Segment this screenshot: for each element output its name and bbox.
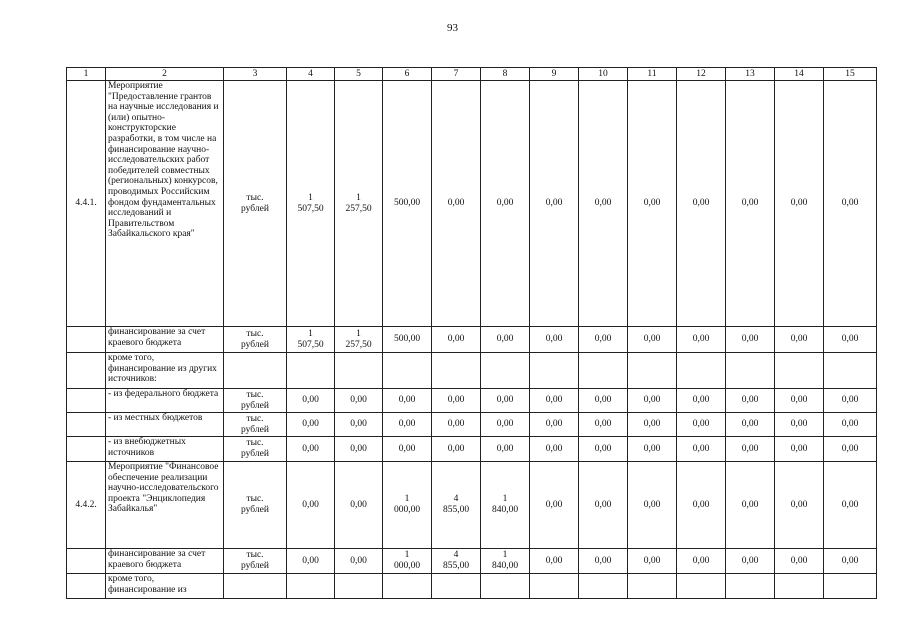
row-value-cell	[579, 81, 628, 327]
row-value-cell-text: 0,00	[594, 395, 612, 406]
row-value-cell-text: 0,00	[447, 443, 465, 454]
row-value-cell	[726, 353, 775, 389]
row-value-cell	[677, 81, 726, 327]
row-code-cell	[67, 549, 106, 574]
row-name-cell	[106, 81, 224, 327]
row-value-cell	[287, 413, 335, 437]
row-value-cell	[335, 327, 383, 353]
row-name-cell-text: Мероприятие "Финансовое обеспечение реализации научно-исследовательского проекта "Энциклопедия Забайкалья"	[108, 462, 219, 515]
column-header: 2	[106, 68, 224, 81]
row-name-cell-text: - из местных бюджетов	[108, 413, 203, 423]
row-name-cell-text: финансирование за счет краевого бюджета	[108, 549, 206, 570]
table-row	[67, 353, 877, 389]
row-value-cell-text: 1 257,50	[345, 328, 372, 350]
row-value-cell-text: 0,00	[302, 499, 319, 510]
row-value-cell-text: 0,00	[643, 198, 661, 209]
row-value-cell	[726, 437, 775, 462]
row-value-cell	[481, 81, 530, 327]
row-value-cell	[775, 437, 824, 462]
row-value-cell-text: 0,00	[790, 334, 808, 345]
table-row	[67, 437, 877, 462]
row-unit-cell	[224, 574, 287, 599]
column-header: 9	[530, 68, 579, 81]
row-value-cell-text: 0,00	[741, 334, 759, 345]
row-value-cell	[726, 81, 775, 327]
row-value-cell-text: 1 507,50	[297, 328, 324, 350]
table-header-row	[67, 68, 877, 81]
row-value-cell	[530, 437, 579, 462]
row-value-cell-text: 0,00	[594, 419, 612, 430]
row-value-cell	[481, 353, 530, 389]
row-value-cell-text: 1 257,50	[345, 192, 372, 214]
row-value-cell-text: 0,00	[741, 198, 759, 209]
row-value-cell	[481, 574, 530, 599]
row-unit-cell	[224, 413, 287, 437]
row-value-cell-text: 0,00	[447, 334, 465, 345]
budget-table	[66, 67, 877, 599]
row-code-cell-text: 4.4.1.	[75, 198, 97, 209]
row-value-cell-text: 0,00	[741, 555, 759, 566]
row-value-cell	[530, 574, 579, 599]
row-value-cell	[628, 413, 677, 437]
row-value-cell-text: 0,00	[841, 198, 859, 209]
row-value-cell-text: 4 855,00	[442, 550, 470, 571]
row-value-cell	[432, 437, 481, 462]
row-value-cell-text: 0,00	[350, 555, 367, 566]
row-value-cell-text: 0,00	[594, 555, 612, 566]
table-row	[67, 574, 877, 599]
row-value-cell	[530, 549, 579, 574]
row-value-cell	[824, 413, 877, 437]
row-unit-cell	[224, 549, 287, 574]
row-value-cell-text: 0,00	[790, 555, 808, 566]
row-value-cell-text: 0,00	[741, 419, 759, 430]
row-value-cell-text: 0,00	[643, 555, 661, 566]
row-value-cell	[530, 327, 579, 353]
row-name-cell	[106, 574, 224, 599]
row-value-cell	[677, 353, 726, 389]
row-value-cell	[432, 413, 481, 437]
row-value-cell	[726, 462, 775, 549]
row-value-cell	[677, 462, 726, 549]
row-unit-cell	[224, 437, 287, 462]
row-name-cell-text: - из внебюджетных источников	[108, 437, 186, 458]
row-value-cell-text: 0,00	[302, 419, 319, 430]
row-code-cell	[67, 462, 106, 549]
row-value-cell-text: 0,00	[398, 443, 416, 454]
row-value-cell	[481, 437, 530, 462]
row-value-cell	[481, 389, 530, 413]
row-value-cell-text: 0,00	[790, 395, 808, 406]
row-value-cell	[677, 549, 726, 574]
table-row	[67, 327, 877, 353]
row-value-cell-text: 0,00	[841, 395, 859, 406]
row-value-cell	[775, 574, 824, 599]
row-value-cell	[628, 549, 677, 574]
row-value-cell-text: 0,00	[545, 198, 563, 209]
row-value-cell	[335, 81, 383, 327]
row-unit-cell-text: тыс. рублей	[241, 494, 269, 515]
row-value-cell	[530, 413, 579, 437]
row-value-cell-text: 1 507,50	[297, 192, 324, 214]
row-value-cell	[628, 81, 677, 327]
row-value-cell-text: 0,00	[496, 419, 514, 430]
row-value-cell	[677, 574, 726, 599]
row-name-cell	[106, 327, 224, 353]
row-value-cell-text: 0,00	[350, 395, 367, 406]
row-value-cell	[383, 81, 432, 327]
column-header: 15	[824, 68, 877, 81]
row-value-cell	[530, 353, 579, 389]
row-name-cell	[106, 389, 224, 413]
row-value-cell	[775, 353, 824, 389]
row-value-cell-text: 0,00	[398, 419, 416, 430]
row-name-cell	[106, 413, 224, 437]
column-header: 7	[432, 68, 481, 81]
row-value-cell	[726, 549, 775, 574]
row-value-cell	[383, 353, 432, 389]
row-value-cell-text: 0,00	[692, 198, 710, 209]
row-value-cell	[824, 437, 877, 462]
column-header: 5	[335, 68, 383, 81]
row-value-cell-text: 0,00	[545, 395, 563, 406]
row-value-cell	[335, 389, 383, 413]
row-value-cell	[628, 327, 677, 353]
row-name-cell-text: кроме того, финансирование из других источников:	[108, 353, 217, 385]
row-value-cell-text: 0,00	[741, 443, 759, 454]
row-value-cell	[775, 389, 824, 413]
row-value-cell	[824, 389, 877, 413]
table-row	[67, 389, 877, 413]
row-value-cell-text: 0,00	[447, 395, 465, 406]
table-row	[67, 549, 877, 574]
row-value-cell-text: 0,00	[790, 419, 808, 430]
column-header: 6	[383, 68, 432, 81]
row-value-cell	[579, 327, 628, 353]
row-value-cell-text: 0,00	[545, 555, 563, 566]
row-value-cell	[432, 549, 481, 574]
row-value-cell-text: 0,00	[545, 499, 563, 510]
row-name-cell-text: - из федерального бюджета	[108, 389, 219, 399]
row-value-cell-text: 0,00	[643, 419, 661, 430]
row-value-cell	[335, 574, 383, 599]
row-value-cell-text: 0,00	[496, 395, 514, 406]
row-value-cell	[628, 462, 677, 549]
row-value-cell	[628, 437, 677, 462]
row-unit-cell	[224, 462, 287, 549]
row-value-cell	[432, 574, 481, 599]
row-value-cell	[335, 413, 383, 437]
row-value-cell-text: 1 000,00	[393, 494, 421, 515]
row-value-cell	[383, 413, 432, 437]
row-value-cell	[287, 81, 335, 327]
row-value-cell	[579, 353, 628, 389]
row-value-cell-text: 0,00	[350, 419, 367, 430]
row-name-cell-text: финансирование за счет краевого бюджета	[108, 327, 206, 348]
column-header: 13	[726, 68, 775, 81]
row-value-cell-text: 0,00	[790, 443, 808, 454]
row-value-cell-text: 0,00	[841, 499, 859, 510]
row-value-cell-text: 0,00	[741, 499, 759, 510]
row-value-cell-text: 0,00	[545, 419, 563, 430]
row-value-cell	[481, 327, 530, 353]
row-value-cell-text: 500,00	[393, 334, 421, 345]
row-value-cell	[287, 389, 335, 413]
row-value-cell	[579, 413, 628, 437]
row-code-cell	[67, 353, 106, 389]
row-value-cell	[726, 389, 775, 413]
row-value-cell	[579, 437, 628, 462]
row-code-cell	[67, 413, 106, 437]
column-header: 1	[67, 68, 106, 81]
page-number: 93	[447, 22, 458, 34]
row-name-cell	[106, 549, 224, 574]
table-row	[67, 462, 877, 549]
row-name-cell	[106, 437, 224, 462]
row-value-cell-text: 1 840,00	[491, 550, 519, 571]
row-value-cell	[579, 549, 628, 574]
row-value-cell	[481, 462, 530, 549]
row-value-cell	[824, 353, 877, 389]
column-header: 8	[481, 68, 530, 81]
row-value-cell-text: 0,00	[496, 443, 514, 454]
row-name-cell	[106, 353, 224, 389]
row-value-cell	[530, 389, 579, 413]
row-value-cell	[287, 574, 335, 599]
row-value-cell	[579, 574, 628, 599]
row-value-cell	[677, 437, 726, 462]
row-value-cell	[432, 462, 481, 549]
row-value-cell	[335, 462, 383, 549]
row-value-cell-text: 0,00	[594, 443, 612, 454]
row-value-cell	[383, 549, 432, 574]
row-value-cell-text: 0,00	[692, 443, 710, 454]
row-value-cell-text: 0,00	[643, 499, 661, 510]
row-value-cell	[481, 413, 530, 437]
row-value-cell-text: 0,00	[594, 499, 612, 510]
row-value-cell	[775, 462, 824, 549]
row-value-cell	[287, 327, 335, 353]
row-value-cell	[383, 389, 432, 413]
column-header: 10	[579, 68, 628, 81]
row-value-cell	[726, 574, 775, 599]
row-value-cell	[287, 353, 335, 389]
row-value-cell-text: 500,00	[393, 198, 421, 209]
row-value-cell-text: 0,00	[692, 555, 710, 566]
row-value-cell	[677, 413, 726, 437]
row-value-cell	[628, 389, 677, 413]
column-header: 12	[677, 68, 726, 81]
row-value-cell	[287, 462, 335, 549]
row-value-cell-text: 0,00	[302, 555, 319, 566]
row-value-cell-text: 0,00	[496, 198, 514, 209]
row-value-cell	[481, 549, 530, 574]
row-value-cell-text: 0,00	[302, 443, 319, 454]
row-value-cell	[824, 327, 877, 353]
row-value-cell-text: 0,00	[692, 334, 710, 345]
row-name-cell	[106, 462, 224, 549]
row-value-cell	[824, 549, 877, 574]
row-value-cell	[383, 327, 432, 353]
row-value-cell-text: 0,00	[841, 334, 859, 345]
row-value-cell-text: 0,00	[692, 395, 710, 406]
row-value-cell	[383, 574, 432, 599]
row-value-cell	[432, 353, 481, 389]
row-value-cell-text: 0,00	[692, 499, 710, 510]
row-value-cell	[628, 353, 677, 389]
row-value-cell-text: 0,00	[302, 395, 319, 406]
row-unit-cell-text: тыс. рублей	[241, 413, 269, 435]
row-value-cell-text: 0,00	[643, 395, 661, 406]
row-value-cell	[677, 389, 726, 413]
column-header: 4	[287, 68, 335, 81]
row-value-cell-text: 0,00	[790, 198, 808, 209]
row-value-cell	[824, 574, 877, 599]
row-unit-cell	[224, 353, 287, 389]
row-value-cell	[824, 462, 877, 549]
row-code-cell-text: 4.4.2.	[75, 499, 97, 510]
row-value-cell	[726, 327, 775, 353]
row-unit-cell-text: тыс. рублей	[241, 438, 269, 459]
row-value-cell	[726, 413, 775, 437]
row-value-cell-text: 4 855,00	[442, 494, 470, 515]
row-value-cell-text: 0,00	[545, 443, 563, 454]
row-value-cell	[530, 81, 579, 327]
row-unit-cell-text: тыс. рублей	[241, 328, 269, 350]
row-value-cell	[287, 549, 335, 574]
row-unit-cell	[224, 389, 287, 413]
row-value-cell-text: 0,00	[398, 395, 416, 406]
row-value-cell-text: 0,00	[841, 419, 859, 430]
row-unit-cell	[224, 327, 287, 353]
row-value-cell	[335, 549, 383, 574]
row-value-cell-text: 0,00	[841, 443, 859, 454]
row-value-cell-text: 0,00	[594, 198, 612, 209]
row-value-cell-text: 0,00	[741, 395, 759, 406]
column-header: 11	[628, 68, 677, 81]
row-value-cell	[383, 437, 432, 462]
row-value-cell	[335, 437, 383, 462]
row-value-cell-text: 0,00	[350, 443, 367, 454]
table-row	[67, 413, 877, 437]
row-value-cell	[335, 353, 383, 389]
row-code-cell	[67, 81, 106, 327]
row-value-cell	[775, 549, 824, 574]
row-value-cell-text: 0,00	[643, 334, 661, 345]
row-unit-cell-text: тыс. рублей	[241, 550, 269, 571]
row-value-cell-text: 0,00	[496, 334, 514, 345]
row-name-cell-text: кроме того, финансирование из	[108, 574, 187, 595]
table-row	[67, 81, 877, 327]
row-value-cell	[432, 81, 481, 327]
row-value-cell	[432, 327, 481, 353]
row-unit-cell-text: тыс. рублей	[241, 192, 269, 214]
row-value-cell-text: 1 000,00	[393, 550, 421, 571]
row-name-cell-text: Мероприятие "Предоставление грантов на научные исследования и (или) опытно-конструкторские разработки, в том числе на финансирование научно-исследовательских работ победителей совместных (региональных) конкурсов, проводимых Российским фондом фундаментальных исследований и Правительством Забайкальского края"	[108, 81, 219, 240]
row-value-cell	[775, 327, 824, 353]
row-unit-cell	[224, 81, 287, 327]
row-value-cell-text: 0,00	[447, 419, 465, 430]
row-value-cell	[824, 81, 877, 327]
row-value-cell	[775, 413, 824, 437]
row-value-cell	[677, 327, 726, 353]
row-value-cell-text: 0,00	[350, 499, 367, 510]
row-value-cell	[628, 574, 677, 599]
row-value-cell-text: 0,00	[594, 334, 612, 345]
row-value-cell	[775, 81, 824, 327]
row-value-cell	[383, 462, 432, 549]
row-code-cell	[67, 574, 106, 599]
row-value-cell	[287, 437, 335, 462]
row-value-cell	[579, 462, 628, 549]
row-value-cell-text: 0,00	[841, 555, 859, 566]
row-value-cell-text: 0,00	[692, 419, 710, 430]
row-unit-cell-text: тыс. рублей	[241, 389, 269, 411]
row-value-cell	[530, 462, 579, 549]
row-value-cell	[432, 389, 481, 413]
column-header: 3	[224, 68, 287, 81]
row-code-cell	[67, 437, 106, 462]
row-value-cell-text: 1 840,00	[491, 494, 519, 515]
row-value-cell	[579, 389, 628, 413]
row-value-cell-text: 0,00	[790, 499, 808, 510]
row-value-cell-text: 0,00	[643, 443, 661, 454]
row-code-cell	[67, 327, 106, 353]
row-value-cell-text: 0,00	[447, 198, 465, 209]
column-header: 14	[775, 68, 824, 81]
row-value-cell-text: 0,00	[545, 334, 563, 345]
row-code-cell	[67, 389, 106, 413]
